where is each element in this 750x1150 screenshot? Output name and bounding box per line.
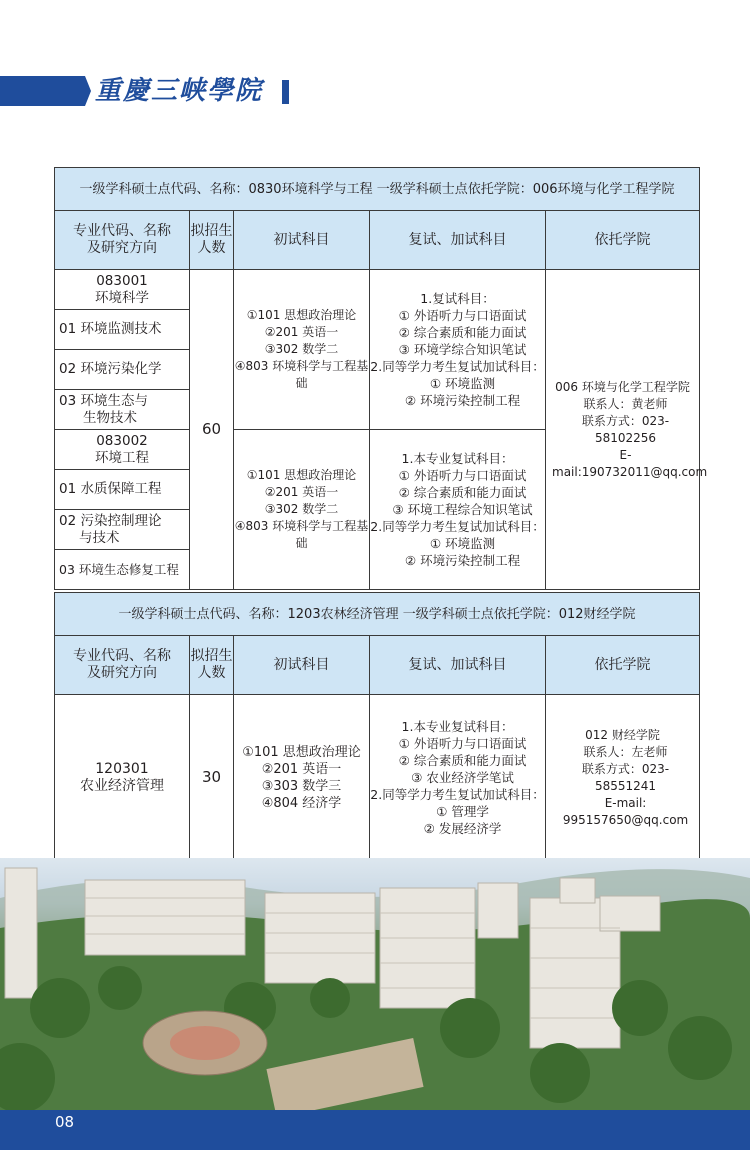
- column-header-row: [55, 636, 700, 695]
- campus-illustration: [0, 858, 750, 1110]
- major-item: 03 环境生态与 生物技术: [55, 390, 190, 430]
- col-retest-header: 复试、加试科目: [370, 211, 546, 270]
- exam-subjects: ①101 思想政治理论 ②201 英语一 ③303 数学三 ④804 经济学: [234, 695, 370, 861]
- discipline-band: 一级学科硕士点代码、名称：0830环境科学与工程 一级学科硕士点依托学院：006环境与化学工程学院: [55, 168, 700, 211]
- col-major-header: 专业代码、名称 及研究方向: [55, 211, 190, 270]
- college-name: 012 财经学院: [585, 727, 660, 742]
- footer-bar: [0, 1110, 750, 1150]
- header-tick: [282, 80, 289, 104]
- col-exam-header: 初试科目: [234, 211, 370, 270]
- college-contact: [546, 270, 708, 590]
- major-item: 01 水质保障工程: [55, 470, 190, 510]
- contact-person: 联系人：左老师: [583, 744, 668, 759]
- quota-value: 60: [190, 270, 234, 590]
- college-contact: [546, 695, 700, 861]
- page-number: 08: [55, 1113, 75, 1131]
- col-college-header: 依托学院: [546, 636, 700, 695]
- col-exam-header: 初试科目: [234, 636, 370, 695]
- page-title: 重慶三峡學院: [95, 76, 264, 106]
- col-retest-header: 复试、加试科目: [370, 636, 546, 695]
- college-name: 006 环境与化学工程学院: [555, 379, 690, 394]
- contact-email: E-mail:190732011@qq.com: [552, 447, 708, 479]
- exam-subjects: ①101 思想政治理论 ②201 英语一 ③302 数学二 ④803 环境科学与工程基础: [234, 430, 370, 590]
- major-item: 03 环境生态修复工程: [55, 550, 190, 590]
- column-header-row: [55, 211, 700, 270]
- retest-subjects: 1.本专业复试科目： ① 外语听力与口语面试 ② 综合素质和能力面试 ③ 农业经济学笔试 2.同等学力考生复试加试科目： ① 管理学 ② 发展经济学: [370, 695, 546, 861]
- header-bar: [0, 76, 85, 106]
- header-bar-tip: [85, 76, 91, 106]
- major-item: 120301 农业经济管理: [55, 695, 190, 861]
- contact-person: 联系人：黄老师: [583, 396, 668, 411]
- contact-email: E-mail: 995157650@qq.com: [562, 795, 689, 827]
- major-item: 02 污染控制理论 与技术: [55, 510, 190, 550]
- major-item: 02 环境污染化学: [55, 350, 190, 390]
- retest-subjects: 1.本专业复试科目： ① 外语听力与口语面试 ② 综合素质和能力面试 ③ 环境工程综合知识笔试 2.同等学力考生复试加试科目： ① 环境监测 ② 环境污染控制工程: [370, 430, 546, 590]
- major-item: 083001 环境科学: [55, 270, 190, 310]
- program-table-0830: [54, 167, 708, 590]
- campus-photo: [0, 858, 750, 1110]
- discipline-band: 一级学科硕士点代码、名称：1203农林经济管理 一级学科硕士点依托学院：012财经学院: [55, 593, 700, 636]
- major-item: 083002 环境工程: [55, 430, 190, 470]
- major-item: 01 环境监测技术: [55, 310, 190, 350]
- col-quota-header: 拟招生 人数: [190, 211, 234, 270]
- col-quota-header: 拟招生 人数: [190, 636, 234, 695]
- program-table-1203: [54, 592, 700, 861]
- quota-value: 30: [190, 695, 234, 861]
- col-major-header: 专业代码、名称 及研究方向: [55, 636, 190, 695]
- retest-subjects: 1.复试科目： ① 外语听力与口语面试 ② 综合素质和能力面试 ③ 环境学综合知识笔试 2.同等学力考生复试加试科目： ① 环境监测 ② 环境污染控制工程: [370, 270, 546, 430]
- contact-phone: 联系方式：023-58551241: [581, 761, 670, 793]
- exam-subjects: ①101 思想政治理论 ②201 英语一 ③302 数学二 ④803 环境科学与工程基础: [234, 270, 370, 430]
- contact-phone: 联系方式：023-58102256: [581, 413, 670, 445]
- col-college-header: 依托学院: [546, 211, 700, 270]
